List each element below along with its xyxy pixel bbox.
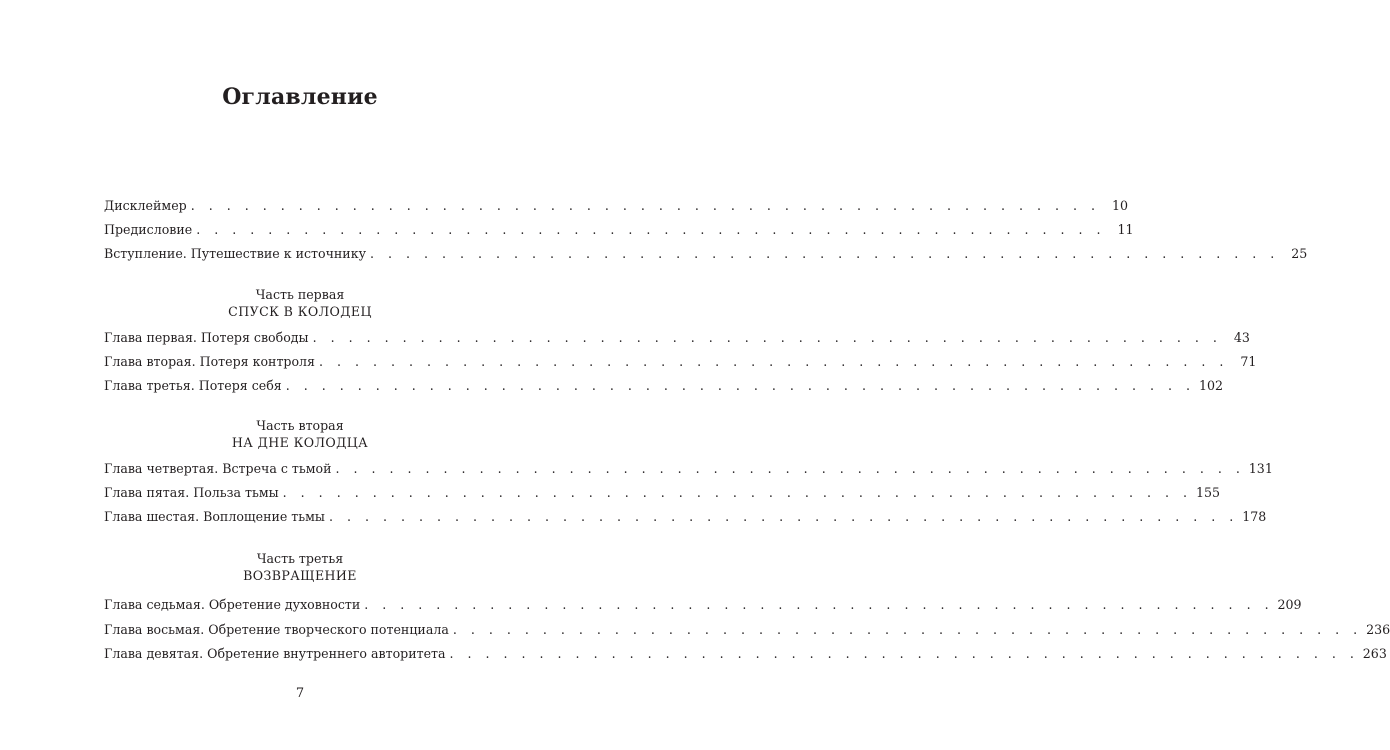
- toc-entry-chapter-9: [104, 644, 1387, 664]
- toc-entry-label: Глава шестая. Воплощение тьмы: [104, 509, 325, 524]
- dot-leader: . . . . . . . . . . . . . . . . . . . . . . . . . . . . . . . . . . . . . . . . . . . . . . . . . . .: [319, 354, 1229, 369]
- toc-entry-label: Предисловие: [104, 222, 193, 237]
- toc-entry-label: Глава первая. Потеря свободы: [104, 330, 309, 345]
- toc-entry-chapter-8: [104, 620, 1390, 640]
- toc-entry-chapter-7: [104, 595, 1302, 615]
- toc-entry-page: 11: [1117, 222, 1134, 237]
- toc-entry-disclaimer: [104, 196, 1129, 216]
- dot-leader: . . . . . . . . . . . . . . . . . . . . . . . . . . . . . . . . . . . . . . . . . . . . . . . . . . .: [335, 461, 1245, 476]
- toc-entry-chapter-6: [104, 507, 1267, 527]
- dot-leader: . . . . . . . . . . . . . . . . . . . . . . . . . . . . . . . . . . . . . . . . . . . . . . . . . . .: [285, 378, 1196, 393]
- part-heading: Часть первая: [255, 287, 345, 302]
- toc-entry-chapter-5: [104, 483, 1220, 503]
- toc-entry-label: Глава седьмая. Обретение духовности: [104, 597, 361, 612]
- part-heading: Часть третья: [256, 551, 344, 566]
- part-name: ВОЗВРАЩЕНИЕ: [243, 568, 357, 583]
- toc-entry-chapter-3: [104, 376, 1224, 396]
- dot-leader: . . . . . . . . . . . . . . . . . . . . . . . . . . . . . . . . . . . . . . . . . . . . . . . . . . .: [449, 646, 1359, 661]
- toc-entry-label: Глава пятая. Польза тьмы: [104, 485, 279, 500]
- toc-entry-page: 43: [1233, 330, 1250, 345]
- toc-entry-page: 178: [1242, 509, 1267, 524]
- toc-entry-page: 209: [1277, 597, 1302, 612]
- dot-leader: . . . . . . . . . . . . . . . . . . . . . . . . . . . . . . . . . . . . . . . . . . . . . . . . . . .: [312, 330, 1222, 345]
- dot-leader: . . . . . . . . . . . . . . . . . . . . . . . . . . . . . . . . . . . . . . . . . . . . . . . . . . .: [328, 509, 1239, 524]
- toc-entry-chapter-1: [104, 328, 1250, 348]
- dot-leader: . . . . . . . . . . . . . . . . . . . . . . . . . . . . . . . . . . . . . . . . . . . . . . . . . . .: [452, 622, 1363, 637]
- toc-entry-label: Вступление. Путешествие к источнику: [104, 246, 366, 261]
- toc-entry-preface: [104, 220, 1134, 240]
- dot-leader: . . . . . . . . . . . . . . . . . . . . . . . . . . . . . . . . . . . . . . . . . . . . . . . . . . .: [190, 198, 1101, 213]
- part-name: НА ДНЕ КОЛОДЦА: [231, 435, 369, 450]
- toc-entry-page: 10: [1112, 198, 1129, 213]
- part-heading: Часть вторая: [256, 418, 344, 433]
- toc-entry-page: 155: [1195, 485, 1220, 500]
- toc-entry-page: 236: [1366, 622, 1390, 637]
- toc-entry-label: Глава вторая. Потеря контроля: [104, 354, 316, 369]
- dot-leader: . . . . . . . . . . . . . . . . . . . . . . . . . . . . . . . . . . . . . . . . . . . . . . . . . . .: [369, 246, 1280, 261]
- toc-entry-page: 263: [1362, 646, 1387, 661]
- toc-entry-chapter-2: [104, 352, 1257, 372]
- toc-entry-introduction: [104, 244, 1308, 264]
- toc-entry-page: 25: [1291, 246, 1308, 261]
- toc-entry-chapter-4: [104, 459, 1273, 479]
- dot-leader: . . . . . . . . . . . . . . . . . . . . . . . . . . . . . . . . . . . . . . . . . . . . . . . . . . .: [282, 485, 1192, 500]
- page-title: Оглавление: [222, 84, 378, 110]
- toc-entry-label: Дисклеймер: [104, 198, 187, 213]
- toc-entry-page: 71: [1240, 354, 1257, 369]
- toc-entry-label: Глава третья. Потеря себя: [104, 378, 282, 393]
- toc-entry-label: Глава девятая. Обретение внутреннего авторитета: [104, 646, 446, 661]
- part-name: СПУСК В КОЛОДЕЦ: [228, 304, 372, 319]
- toc-entry-label: Глава восьмая. Обретение творческого потенциала: [104, 622, 449, 637]
- page-number: 7: [295, 686, 305, 701]
- dot-leader: . . . . . . . . . . . . . . . . . . . . . . . . . . . . . . . . . . . . . . . . . . . . . . . . . . .: [196, 222, 1106, 237]
- toc-entry-label: Глава четвертая. Встреча с тьмой: [104, 461, 332, 476]
- toc-entry-page: 131: [1248, 461, 1273, 476]
- dot-leader: . . . . . . . . . . . . . . . . . . . . . . . . . . . . . . . . . . . . . . . . . . . . . . . . . . .: [364, 597, 1274, 612]
- toc-entry-page: 102: [1199, 378, 1224, 393]
